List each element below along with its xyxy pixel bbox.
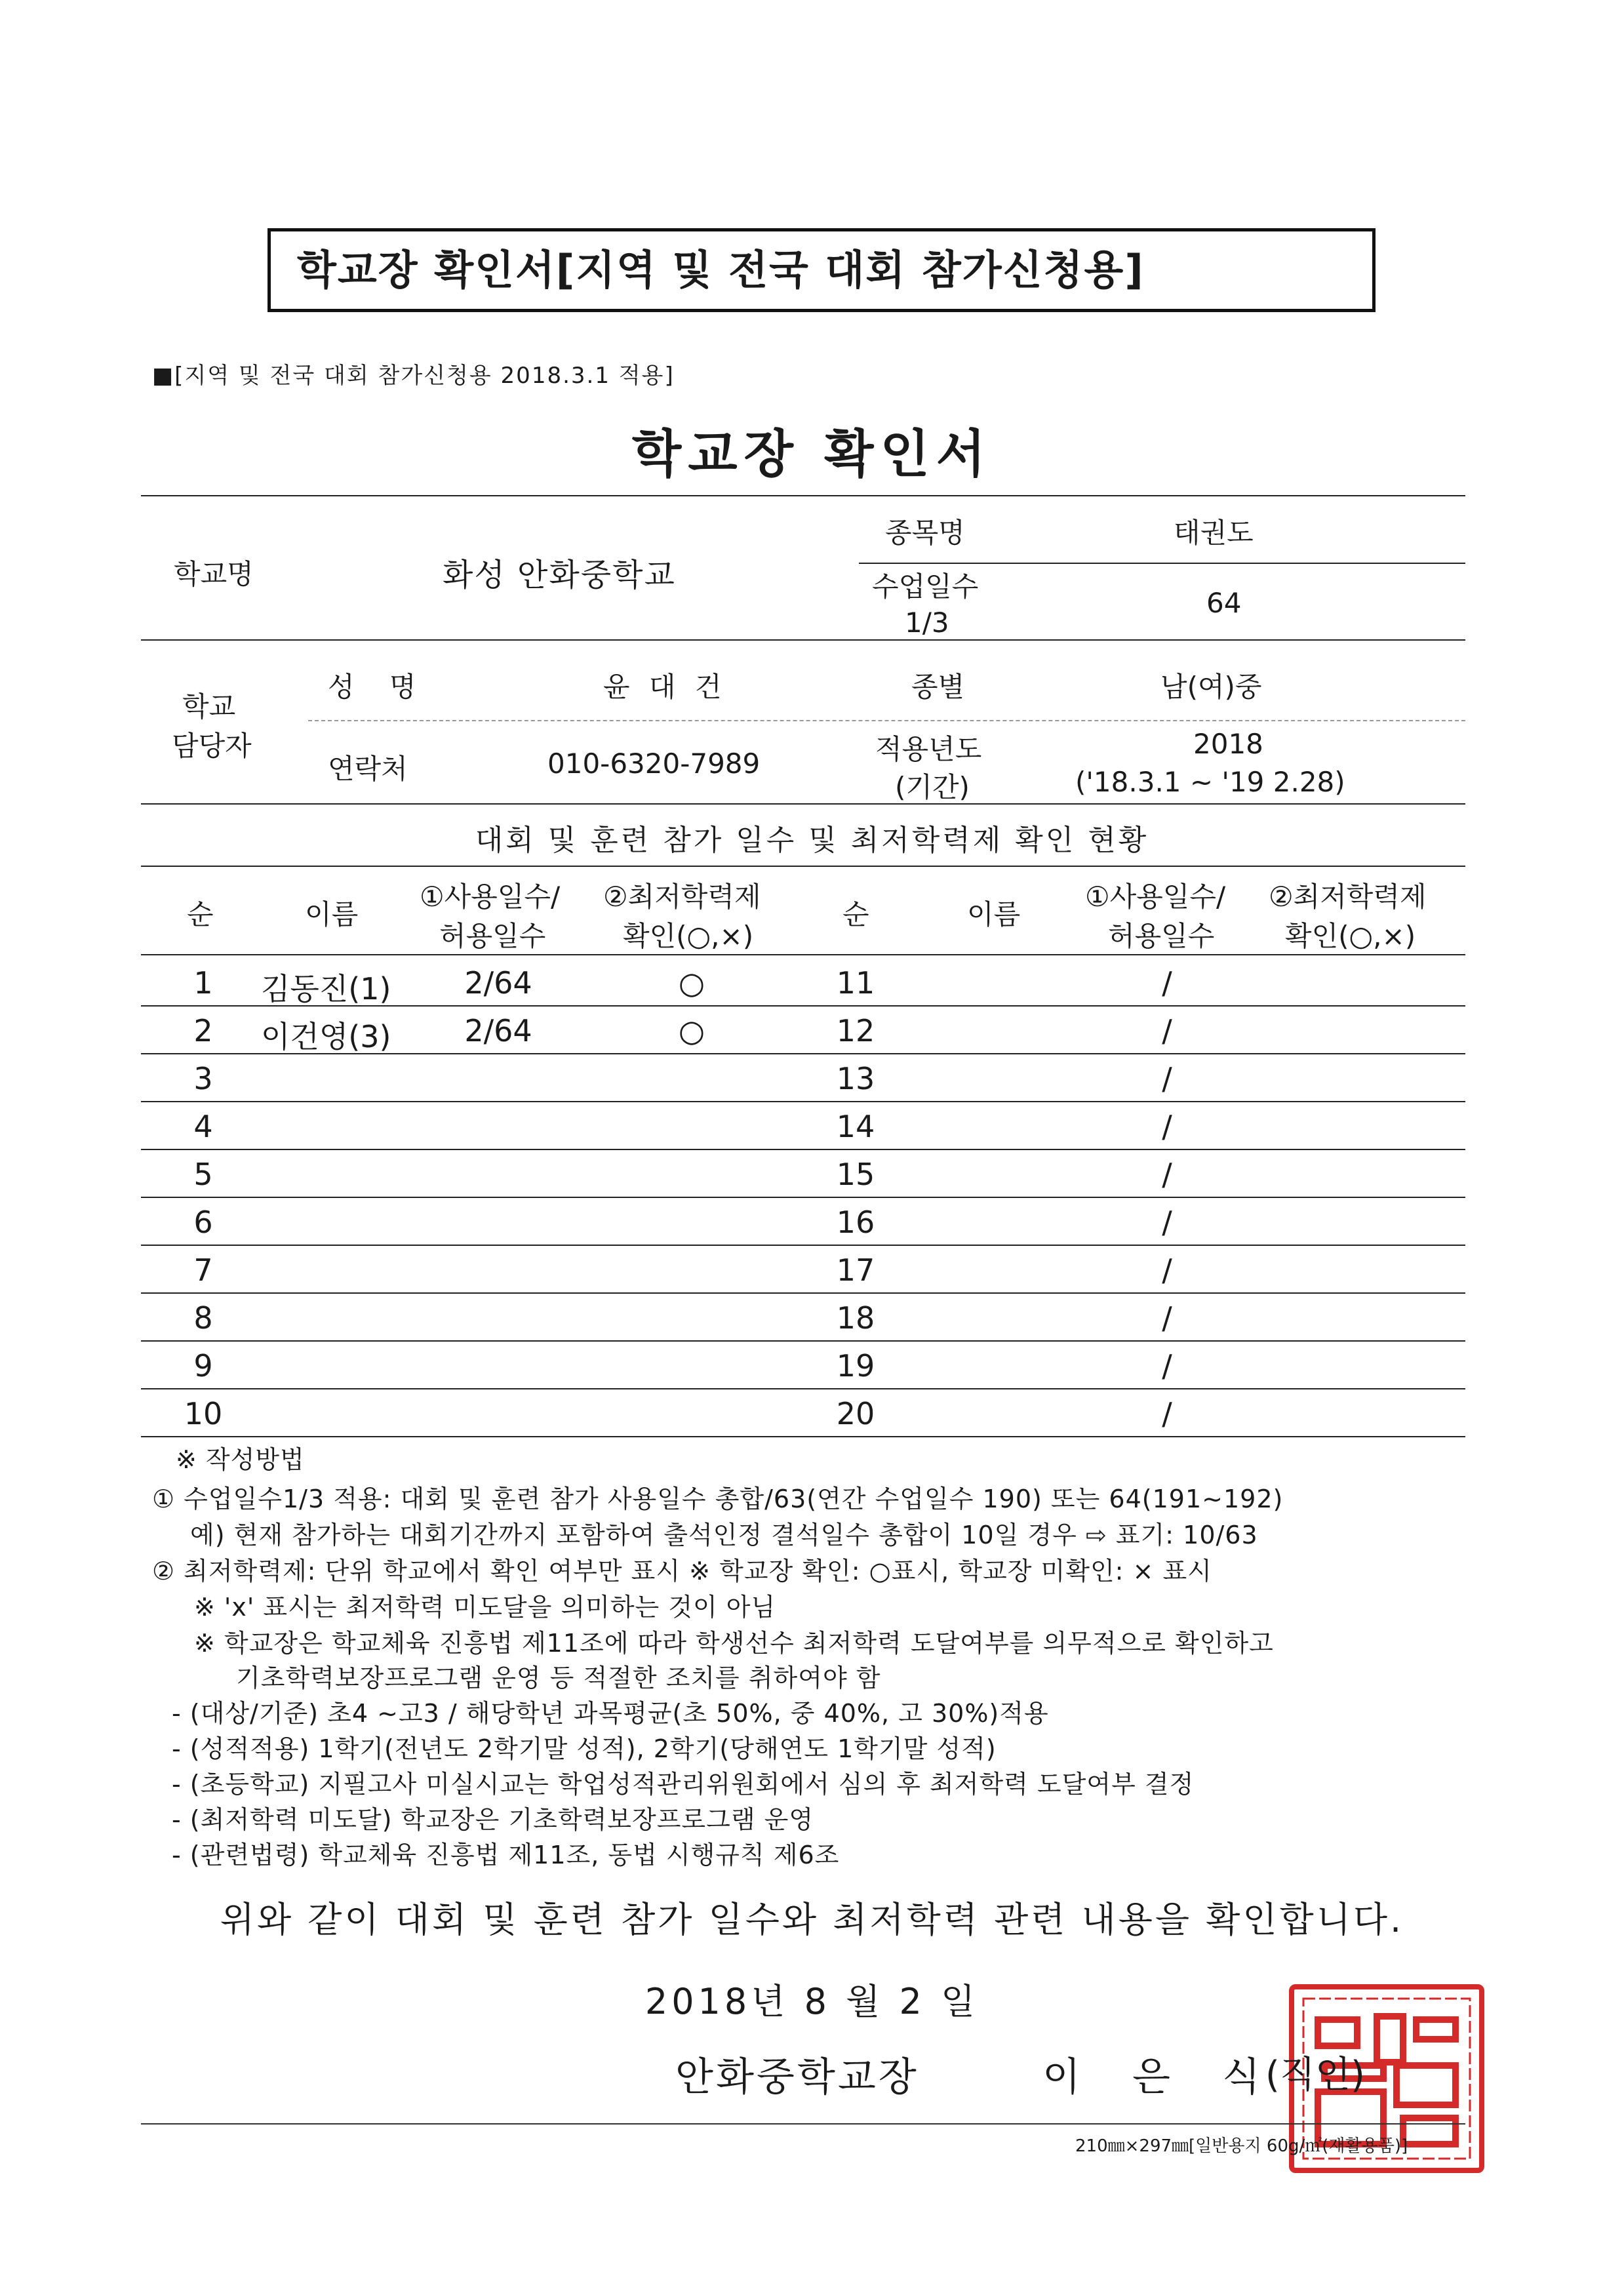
- apply-year-period: ('18.3.1 ~ '19 2.28): [1075, 766, 1345, 798]
- col-days-right-line1: ①사용일수/: [1085, 881, 1226, 913]
- row-days-left: 2/64: [464, 1013, 532, 1048]
- instruction-line: 예) 현재 참가하는 대회기간까지 포함하여 출석인정 결석일수 총합이 10일 경우 ⇨ 표기: 10/63: [190, 1521, 1258, 1549]
- row-check-left: ○: [678, 1013, 705, 1048]
- apply-year-label: 적용년도: [875, 733, 982, 765]
- info-manager-divider: [308, 720, 1465, 721]
- instruction-line: 기초학력보장프로그램 운영 등 적절한 조치를 취하여야 함: [236, 1664, 881, 1692]
- row-no-right: 12: [836, 1013, 875, 1048]
- row-no-left: 9: [193, 1348, 213, 1384]
- signer-title: 안화중학교장: [675, 2054, 919, 2100]
- row-days-right: /: [1162, 1300, 1172, 1336]
- row-name-left: 이건영(3): [261, 1019, 391, 1054]
- row-days-right: /: [1162, 1252, 1172, 1288]
- col-name-left: 이름: [305, 898, 359, 930]
- status-section-title: 대회 및 훈련 참가 일수 및 최저학력제 확인 현황: [475, 824, 1149, 857]
- instruction-line: - (대상/기준) 초4 ~고3 / 해당학년 과목평균(초 50%, 중 40%, 고 30%)적용: [172, 1699, 1049, 1728]
- school-days-ratio: 1/3: [905, 607, 949, 639]
- row-no-left: 4: [193, 1109, 213, 1144]
- issue-date: 2018년 8 월 2 일: [644, 1981, 980, 2022]
- row-no-right: 19: [836, 1348, 875, 1384]
- instruction-line: - (초등학교) 지필고사 미실시교는 학업성적관리위원회에서 심의 후 최저학력 도달여부 결정: [172, 1770, 1195, 1799]
- page-title: 학교장 확인서: [631, 425, 993, 484]
- table-row-border: [141, 1149, 1465, 1150]
- row-check-left: ○: [678, 965, 705, 1001]
- contact-label: 연락처: [328, 753, 408, 785]
- seal-label: (직인): [1265, 2054, 1365, 2096]
- row-no-left: 2: [193, 1013, 213, 1048]
- table-row-border: [141, 1340, 1465, 1342]
- col-check-right-line2: 확인(○,×): [1285, 920, 1416, 952]
- col-days-left-line1: ①사용일수/: [420, 881, 561, 913]
- row-days-right: /: [1162, 1205, 1172, 1240]
- table-row-border: [141, 1436, 1465, 1437]
- col-name-right: 이름: [967, 898, 1021, 930]
- col-no-right: 순: [842, 898, 869, 930]
- instruction-line: ② 최저학력제: 단위 학교에서 확인 여부만 표시 ※ 학교장 확인: ○표시, 학교장 미확인: × 표시: [152, 1557, 1212, 1586]
- manager-name-value: 윤 대 건: [603, 671, 727, 703]
- confirmation-statement: 위와 같이 대회 및 훈련 참가 일수와 최저학력 관련 내용을 확인합니다.: [220, 1899, 1404, 1940]
- table-row-border: [141, 1245, 1465, 1246]
- row-no-left: 7: [193, 1252, 213, 1288]
- row-days-right: /: [1162, 1109, 1172, 1144]
- col-check-left-line2: 확인(○,×): [623, 920, 754, 952]
- document-header-title: 학교장 확인서[지역 및 전국 대회 참가신청용]: [267, 228, 1376, 312]
- document-subtitle: ■[지역 및 전국 대회 참가신청용 2018.3.1 적용]: [152, 363, 675, 389]
- row-no-right: 18: [836, 1300, 875, 1336]
- row-no-right: 15: [836, 1157, 875, 1192]
- row-no-right: 14: [836, 1109, 875, 1144]
- row-no-right: 11: [836, 965, 875, 1001]
- row-no-right: 16: [836, 1205, 875, 1240]
- row-no-right: 20: [836, 1396, 875, 1431]
- col-days-left-line2: 허용일수: [439, 920, 546, 952]
- manager-label-line1: 학교: [182, 690, 236, 723]
- row-days-right: /: [1162, 1348, 1172, 1384]
- school-name-value: 화성 안화중학교: [443, 557, 676, 593]
- apply-year-value: 2018: [1193, 728, 1263, 760]
- table-row-border: [141, 1197, 1465, 1198]
- row-no-right: 13: [836, 1061, 875, 1096]
- info-top-border: [141, 495, 1465, 496]
- manager-name-label: 성 명: [328, 671, 429, 703]
- contact-value: 010-6320-7989: [547, 748, 761, 780]
- table-row-border: [141, 1388, 1465, 1389]
- row-days-right: /: [1162, 1013, 1172, 1048]
- row-name-left: 김동진(1): [261, 971, 391, 1007]
- row-no-right: 17: [836, 1252, 875, 1288]
- row-days-right: /: [1162, 1396, 1172, 1431]
- col-no-left: 순: [187, 898, 214, 930]
- table-row-border: [141, 1292, 1465, 1294]
- instruction-line: - (관련법령) 학교체육 진흥법 제11조, 동법 시행규칙 제6조: [172, 1841, 840, 1869]
- instructions-heading: ※ 작성방법: [176, 1445, 305, 1474]
- school-days-label: 수업일수: [872, 570, 979, 603]
- col-check-left-line1: ②최저학력제: [603, 881, 761, 913]
- row-no-left: 6: [193, 1205, 213, 1240]
- info-sport-divider: [859, 563, 1465, 564]
- manager-label-line2: 담당자: [172, 730, 252, 762]
- school-name-label: 학교명: [174, 558, 254, 590]
- school-days-value: 64: [1206, 587, 1242, 619]
- table-top-border: [141, 866, 1465, 867]
- table-header-bottom-border: [141, 954, 1465, 955]
- signer-name: 이 은 식: [1042, 2054, 1280, 2100]
- instruction-line: - (최저학력 미도달) 학교장은 기초학력보장프로그램 운영: [172, 1805, 814, 1834]
- gender-label: 종별: [911, 671, 965, 703]
- col-days-right-line2: 허용일수: [1108, 920, 1215, 952]
- apply-year-period-label: (기간): [895, 771, 970, 803]
- gender-value: 남(여)중: [1160, 671, 1262, 703]
- instruction-line: ① 수업일수1/3 적용: 대회 및 훈련 참가 사용일수 총합/63(연간 수업일수 190) 또는 64(191~192): [152, 1485, 1284, 1513]
- instruction-line: - (성적적용) 1학기(전년도 2학기말 성적), 2학기(당해연도 1학기말 성적): [172, 1734, 997, 1763]
- row-days-right: /: [1162, 965, 1172, 1001]
- sport-label: 종목명: [885, 517, 965, 549]
- row-days-left: 2/64: [464, 965, 532, 1001]
- sport-value: 태권도: [1174, 517, 1254, 549]
- info-bottom-border: [141, 803, 1465, 805]
- info-school-bottom-border: [141, 639, 1465, 641]
- row-days-right: /: [1162, 1061, 1172, 1096]
- row-no-left: 1: [193, 965, 213, 1001]
- row-days-right: /: [1162, 1157, 1172, 1192]
- table-row-border: [141, 1101, 1465, 1102]
- instruction-line: ※ 'x' 표시는 최저학력 미도달을 의미하는 것이 아님: [194, 1593, 776, 1622]
- row-no-left: 10: [184, 1396, 223, 1431]
- row-no-left: 5: [193, 1157, 213, 1192]
- row-no-left: 3: [193, 1061, 213, 1096]
- footer-divider: [141, 2123, 1465, 2125]
- paper-spec-footer: 210㎜×297㎜[일반용지 60g/㎡(재활용품)]: [1075, 2136, 1408, 2156]
- row-no-left: 8: [193, 1300, 213, 1336]
- col-check-right-line1: ②최저학력제: [1269, 881, 1427, 913]
- instruction-line: ※ 학교장은 학교체육 진흥법 제11조에 따라 학생선수 최저학력 도달여부를 의무적으로 확인하고: [194, 1629, 1274, 1658]
